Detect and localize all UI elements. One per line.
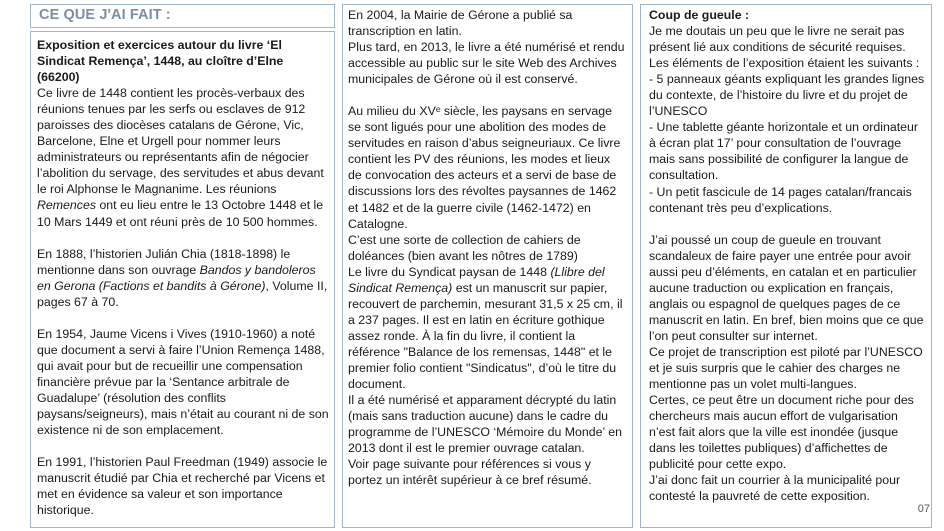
paragraph-exhibit-elements: Je me doutais un peu que le livre ne serait pas présent lié aux conditions de sécurité requises. Les éléments de l’exposition étaient les suivants : - 5 panneaux géants expliquant les grandes lignes du contexte, de l’histoire du livre et du projet de l’UNESCO - Une tablette géante horizontale et un ordinateur à écran plat 17’ pour consultation de l’ouvrage mais sans possibilité de configurer la langue de consultation. - Un petit fascicule de 14 pages catalan/francais contenant très peu d’explications. (649, 24, 925, 215)
page-number: 07 (917, 503, 930, 515)
rant-heading: Coup de gueule : (649, 8, 750, 22)
paragraph-vicens: En 1954, Jaume Vicens i Vives (1910-1960) a noté que document a servi à faire l’Union Remença 1488, qui avait pour but de recueillir une compensation financière prévue par la ‘Sentance arbitrale de Guadalupe’ (résolution des conflits paysans/seigneurs), mais n’était au courant ni de son existence ni de son emplacement. (37, 326, 329, 438)
italic-term: Remences (37, 198, 97, 213)
paragraph-complaint: J’ai poussé un coup de gueule en trouvant scandaleux de faire payer une entrée pour avoir aussi peu d’éléments, en catalan et en particulier aucune traduction ou explication en français, anglais ou espagnol de quelques pages de ce manuscrit en latin. En bref, bien moins que ce que l’on peut consulter sur internet. Ce projet de transcription est piloté par l’UNESCO et je suis surpris que le cahier des charges ne mentionne pas un volet multi-langues. Certes, ce peut être un document riche pour des chercheurs mais aucun effort de vulgarisation n’est fait alors que la ville est inondée (jusque dans les toilettes publiques) d’affichettes de publicité pour cette expo. J’ai donc fait un courrier à la municipalité pour contesté la pauvreté de cette exposition. (649, 232, 924, 504)
paragraph-book-contents (37, 85, 329, 229)
spacer (37, 438, 329, 454)
paragraph-text: En 1888, l’historien Julián Chia (1818-1898) le mentionne dans son ouvrage (37, 246, 291, 277)
page-title: CE QUE J'AI FAIT : (39, 7, 171, 23)
column-middle (342, 4, 633, 528)
paragraph-text: Au milieu du XVᵉ siècle, les paysans en servage se sont ligués pour une abolition des modes de servitudes en raison d’abus seigneuriaux. Ce livre contient les PV des réunions, les modes et lieux de convocation des acteurs et a servi de base de discussions lors des révoltes paysannes de 1462 et 1482 et de la guerre civile (1462-1472) en Catalogne. C’est une sorte de collection de cahiers de doléances (bien avant les nôtres de 1789) Le livre du Syndicat paysan de 1448 (348, 104, 621, 279)
italic-title: (Llibre del Sindicat Remença) (348, 264, 605, 295)
exhibition-heading: Exposition et exercices autour du livre ‘El Sindicat Remença’, 1448, au cloître d’Elne (66200) (37, 38, 284, 85)
paragraph-text: Ce livre de 1448 contient les procès-verbaux des réunions tenues par les serfs ou esclaves de 912 paroisses des diocèses catalans de Gérone, Vic, Barcelone, Elne et Urgell pour nommer leurs administrateurs ou représentants afin de négocier l’abolition du servage, des servitudes et abus devant le roi Alphonse le Magnanime. Les réunions (37, 86, 324, 197)
spacer (37, 230, 329, 246)
paragraph-publication: En 2004, la Mairie de Gérone a publié sa transcription en latin. Plus tard, en 2013, le livre a été numérisé et rendu accessible au public sur le site Web des Archives municipales de Gérone où il est conservé. (348, 8, 625, 87)
spacer (37, 310, 329, 326)
paragraph-chia (37, 246, 329, 310)
italic-title: Bandos y bandoleros en Gerona (Factions et bandits à Gérone) (37, 262, 316, 293)
column-right (640, 4, 932, 528)
paragraph-freedman: En 1991, l’historien Paul Freedman (1949) associe le manuscrit étudié par Chia et recherché par Vicens et met en évidence sa valeur et son importance historique. (37, 455, 328, 518)
paragraph-text: est un manuscrit sur papier, recouvert de parchemin, mesurant 31,5 x 25 cm, il a 237 pages. Il est en latin en écriture gothique assez ronde. À la fin du livre, il contient la référence "Balance de los remensas, 1448" et le premier folio contient "Sindicatus", d’où le titre du document. Il a été numérisé et apparament décrypté du latin (mais sans traduction aucune) dans le cadre du programme de l’UNESCO ‘Mémoire du Monde’ en 2013 dont il est le premier ouvrage catalan. Voir page suivante pour références si vous y portez un intérêt supérieur à ce bref résumé. (348, 280, 623, 488)
paragraph-history (348, 103, 627, 488)
paragraph-text: , Volume II, pages 67 à 70. (37, 278, 328, 309)
title-box (30, 4, 335, 28)
column-left (30, 31, 335, 528)
spacer (348, 87, 627, 103)
paragraph-text: ont eu lieu entre le 13 Octobre 1448 et le 10 Mars 1449 et ont réuni près de 10 500 hommes. (37, 198, 324, 229)
spacer (649, 216, 925, 232)
